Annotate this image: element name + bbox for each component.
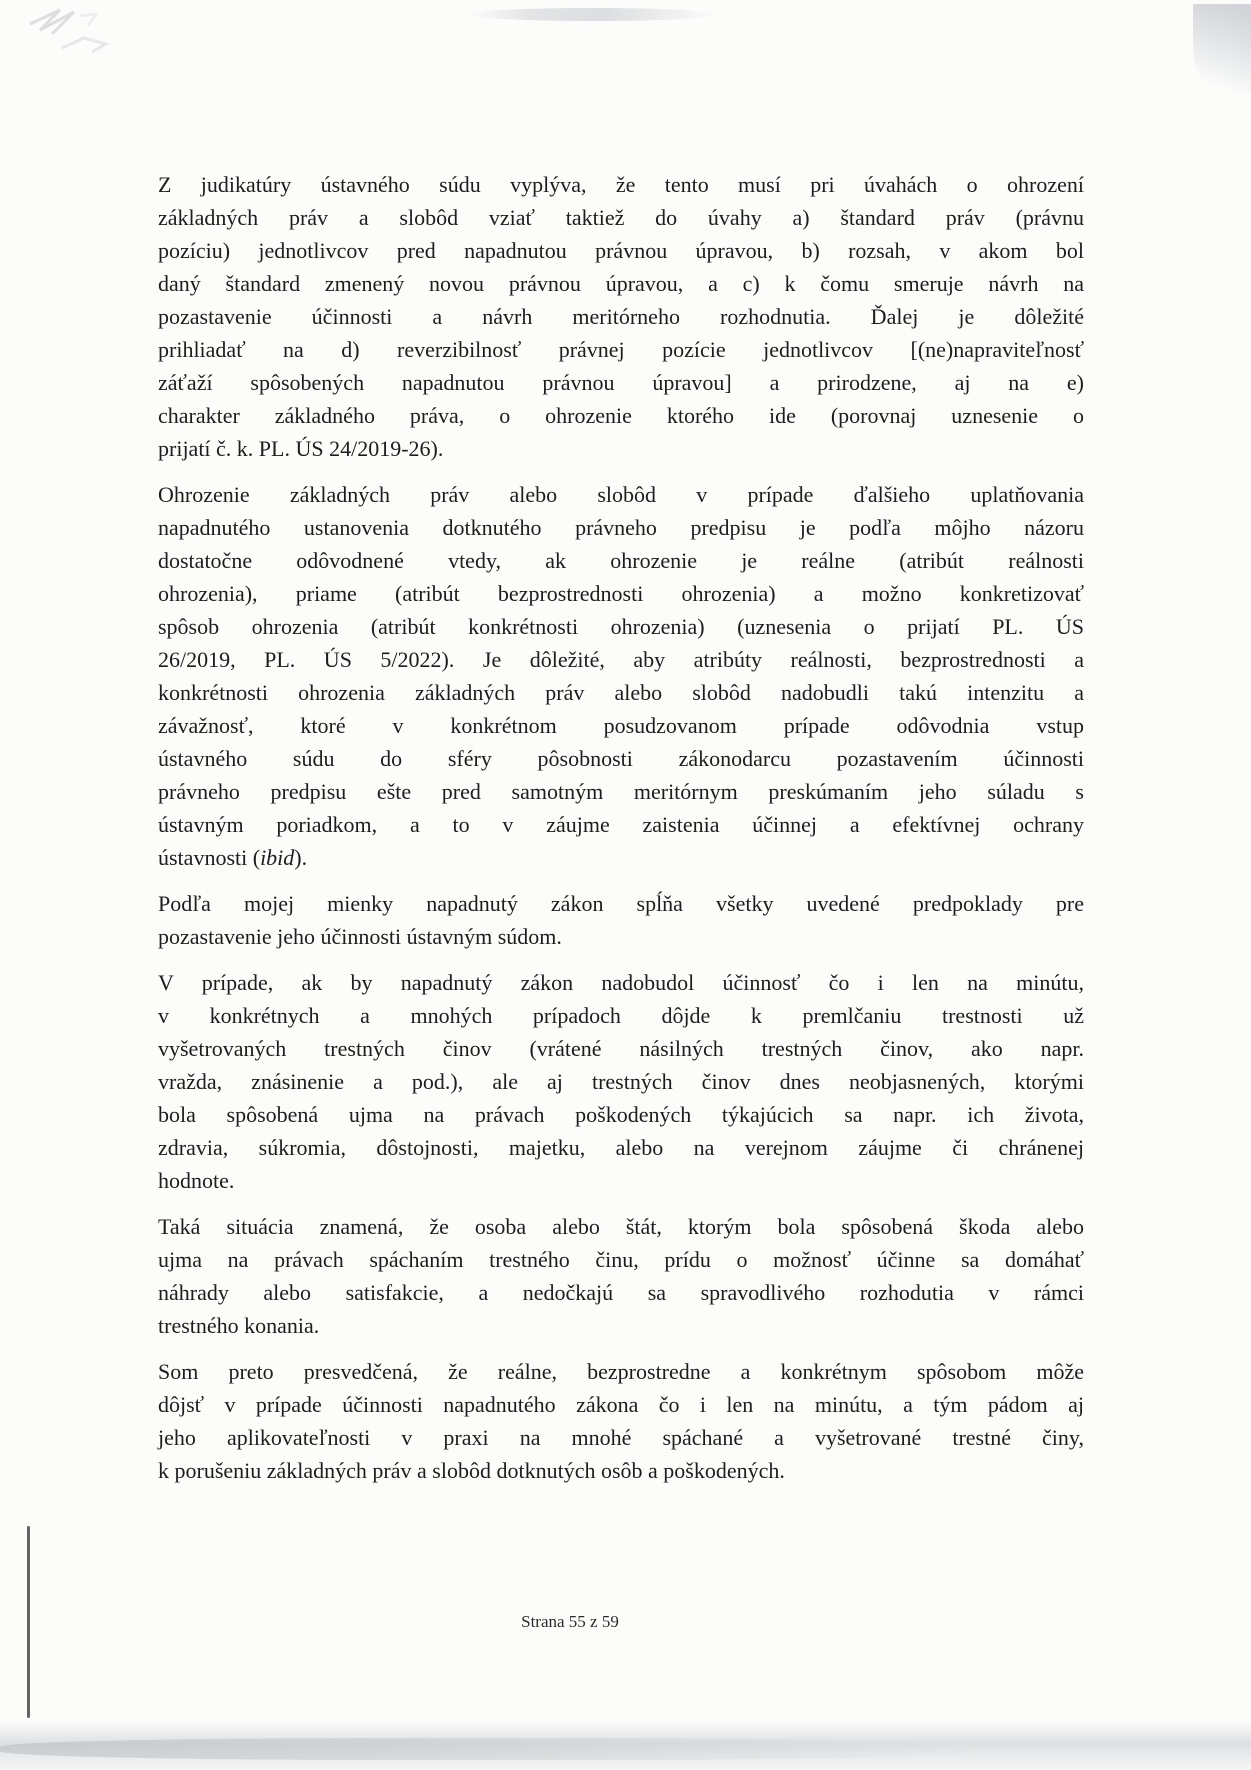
text-line: základných práv a slobôd vziať taktiež do úvahy a) štandard práv (právnu xyxy=(158,205,1084,230)
text-line: konkrétnosti ohrozenia základných práv alebo slobôd nadobudli takú intenzitu a xyxy=(158,680,1084,705)
page-number: Strana 55 z 59 xyxy=(521,1612,619,1631)
scan-artifact-corner-shadow xyxy=(1193,4,1251,96)
text-line: Podľa mojej mienky napadnutý zákon spĺňa všetky uvedené predpoklady pre xyxy=(158,891,1084,916)
scan-artifact-bottom-shadow-dark xyxy=(0,1738,980,1760)
text-line: Z judikatúry ústavného súdu vyplýva, že tento musí pri úvahách o ohrození xyxy=(158,172,1084,197)
paragraph xyxy=(158,1355,1084,1487)
text-line: Taká situácia znamená, že osoba alebo štát, ktorým bola spôsobená škoda alebo xyxy=(158,1214,1084,1239)
text-line: k porušeniu základných práv a slobôd dotknutých osôb a poškodených. xyxy=(158,1458,785,1483)
text-line: ústavného súdu do sféry pôsobnosti zákonodarcu pozastavením účinnosti xyxy=(158,746,1084,771)
text-line: dostatočne odôvodnené vtedy, ak ohrozenie je reálne (atribút reálnosti xyxy=(158,548,1084,573)
text-line: záťaží spôsobených napadnutou právnou úpravou] a prirodzene, aj na e) xyxy=(158,370,1084,395)
text-line: Ohrozenie základných práv alebo slobôd v prípade ďalšieho uplatňovania xyxy=(158,482,1084,507)
text-line: ústavným poriadkom, a to v záujme zaistenia účinnej a efektívnej ochrany xyxy=(158,812,1084,837)
text-line: charakter základného práva, o ohrozenie ktorého ide (porovnaj uznesenie o xyxy=(158,403,1084,428)
text-line: ohrozenia), priame (atribút bezprostrednosti ohrozenia) a možno konkretizovať xyxy=(158,581,1084,606)
text-line: V prípade, ak by napadnutý zákon nadobudol účinnosť čo i len na minútu, xyxy=(158,970,1084,995)
paragraph xyxy=(158,966,1084,1197)
text-line: spôsob ohrozenia (atribút konkrétnosti ohrozenia) (uznesenia o prijatí PL. ÚS xyxy=(158,614,1084,639)
paragraph xyxy=(158,168,1084,465)
text-line: bola spôsobená ujma na právach poškodených týkajúcich sa napr. ich života, xyxy=(158,1102,1084,1127)
text-line: hodnote. xyxy=(158,1168,235,1193)
text-line: daný štandard zmenený novou právnou úpravou, a c) k čomu smeruje návrh na xyxy=(158,271,1084,296)
text-line: zdravia, súkromia, dôstojnosti, majetku, alebo na verejnom záujme či chránenej xyxy=(158,1135,1084,1160)
text-line: pozastavenie jeho účinnosti ústavným súdom. xyxy=(158,924,562,949)
text-line: náhrady alebo satisfakcie, a nedočkajú sa spravodlivého rozhodutia v rámci xyxy=(158,1280,1084,1305)
text-line: pozíciu) jednotlivcov pred napadnutou právnou úpravou, b) rozsah, v akom bol xyxy=(158,238,1084,263)
paragraph xyxy=(158,478,1084,874)
text-line: 26/2019, PL. ÚS 5/2022). Je dôležité, aby atribúty reálnosti, bezprostrednosti a xyxy=(158,647,1084,672)
scan-artifact-top-smudge xyxy=(468,8,718,21)
text-line: dôjsť v prípade účinnosti napadnutého zákona čo i len na minútu, a tým pádom aj xyxy=(158,1392,1084,1417)
text-line: napadnutého ustanovenia dotknutého právneho predpisu je podľa môjho názoru xyxy=(158,515,1084,540)
text-line: trestného konania. xyxy=(158,1313,320,1338)
text-line: ústavnosti (ibid). xyxy=(158,845,308,870)
text-line: prihliadať na d) reverzibilnosť právnej pozície jednotlivcov [(ne)napraviteľnosť xyxy=(158,337,1084,362)
text-line: ujma na právach spáchaním trestného činu, prídu o možnosť účinne sa domáhať xyxy=(158,1247,1084,1272)
text-line: právneho predpisu ešte pred samotným meritórnym preskúmaním jeho súladu s xyxy=(158,779,1084,804)
text-line: závažnosť, ktoré v konkrétnom posudzovanom prípade odôvodnia vstup xyxy=(158,713,1084,738)
text-line: vražda, znásinenie a pod.), ale aj trestných činov dnes neobjasnených, ktorými xyxy=(158,1069,1084,1094)
document-text xyxy=(158,168,1084,1500)
text-line: v konkrétnych a mnohých prípadoch dôjde k premlčaniu trestnosti už xyxy=(158,1003,1084,1028)
text-line: Som preto presvedčená, že reálne, bezprostredne a konkrétnym spôsobom môže xyxy=(158,1359,1084,1384)
paragraph xyxy=(158,1210,1084,1342)
text-line: jeho aplikovateľnosti v praxi na mnohé spáchané a vyšetrované trestné činy, xyxy=(158,1425,1084,1450)
scan-artifact-bottom-shadow xyxy=(0,1722,1251,1770)
text-line: prijatí č. k. PL. ÚS 24/2019-26). xyxy=(158,436,444,461)
paragraph xyxy=(158,887,1084,953)
scan-artifact-pencil-scribble xyxy=(22,4,132,56)
text-line: vyšetrovaných trestných činov (vrátené násilných trestných činov, ako napr. xyxy=(158,1036,1084,1061)
text-line: pozastavenie účinnosti a návrh meritórneho rozhodnutia. Ďalej je dôležité xyxy=(158,304,1084,329)
